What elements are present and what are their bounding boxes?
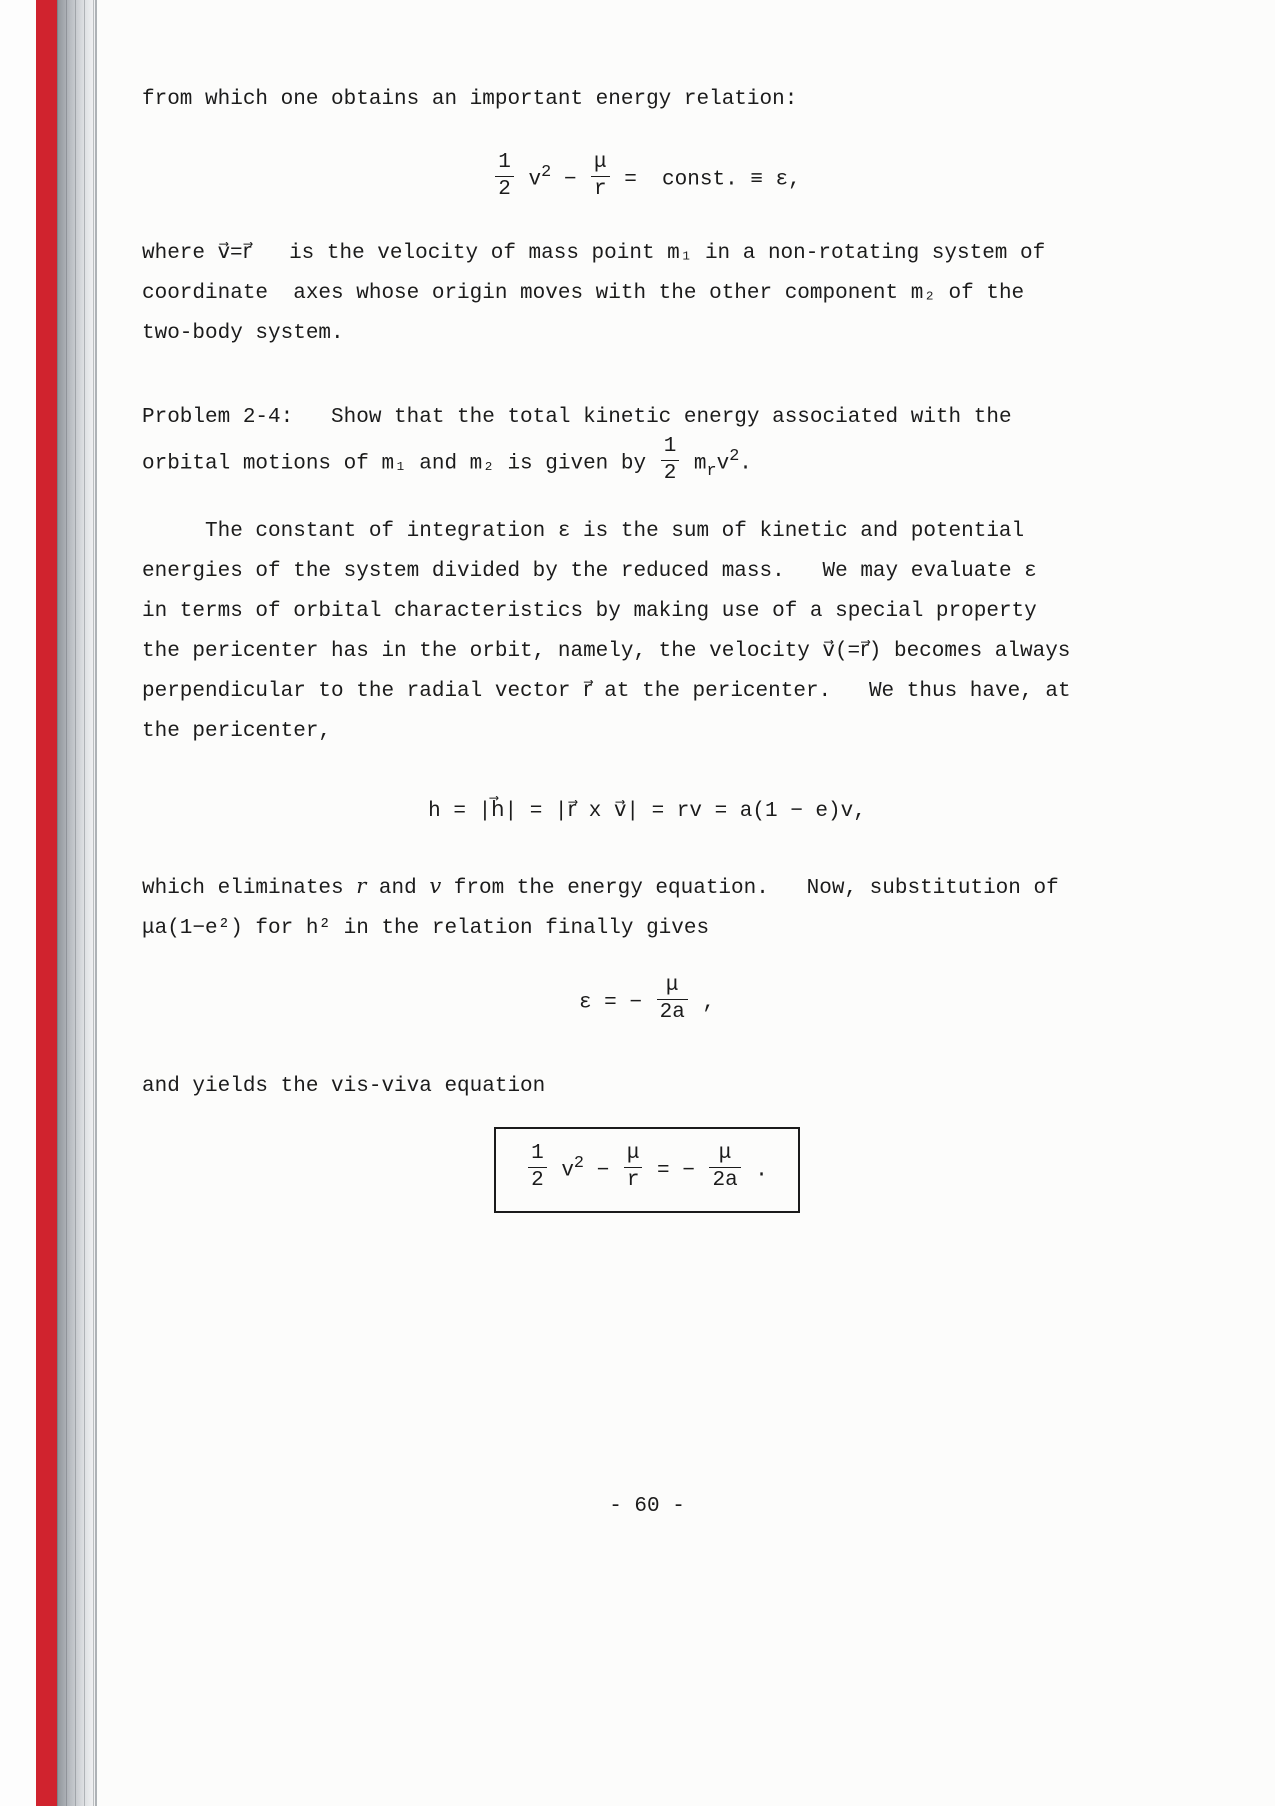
fraction-mu-over-r: $\frac{\mu}{r}$ bbox=[624, 1142, 643, 1192]
velocity-exponent: 2 bbox=[541, 163, 552, 183]
equation-tail: , bbox=[702, 991, 716, 1015]
body-text-line bbox=[142, 866, 1152, 909]
equals-minus: = − bbox=[657, 1159, 695, 1183]
problem-statement-line bbox=[142, 435, 1152, 488]
page-edge-lines bbox=[57, 0, 95, 1806]
velocity-term: v bbox=[528, 168, 542, 192]
fraction-mu-over-2a: $\frac{\mu}{2a}$ bbox=[709, 1142, 740, 1192]
fraction-one-half: $\frac{1}{2}$ bbox=[661, 435, 680, 485]
velocity-exponent: 2 bbox=[729, 447, 740, 467]
equation-tail: . bbox=[755, 1159, 768, 1183]
equation-tail: = const. ≡ ε, bbox=[624, 168, 801, 192]
body-text-segment: from the energy equation. Now, substitution of bbox=[441, 877, 1059, 901]
book-spine-red-strip bbox=[36, 0, 57, 1806]
body-text-line: perpendicular to the radial vector r⃗ at the pericenter. We thus have, at bbox=[142, 680, 1071, 704]
vis-viva-box-wrapper bbox=[142, 1127, 1152, 1213]
body-text-line: energies of the system divided by the reduced mass. We may evaluate ε bbox=[142, 560, 1037, 584]
body-text-line: the pericenter, bbox=[142, 720, 332, 744]
body-text-line: The constant of integration ε is the sum of kinetic and potential bbox=[205, 520, 1025, 544]
reduced-mass-symbol: m bbox=[681, 452, 707, 476]
velocity-term: v bbox=[561, 1159, 574, 1183]
vis-viva-equation-box bbox=[494, 1127, 800, 1213]
body-text-line: two-body system. bbox=[142, 322, 344, 346]
paragraph-constant-of-integration bbox=[142, 512, 1152, 752]
body-text-line: in terms of orbital characteristics by making use of a special property bbox=[142, 600, 1037, 624]
problem-2-4 bbox=[142, 398, 1152, 488]
velocity-exponent: 2 bbox=[573, 1154, 584, 1174]
body-text-line: where v⃗=r⃗ is the velocity of mass point m₁ in a non-rotating system of bbox=[142, 242, 1046, 266]
italic-v-variable: v bbox=[429, 874, 442, 899]
equation-energy-relation bbox=[142, 151, 1152, 204]
fraction-mu-over-2a: $\frac{\mu}{2a}$ bbox=[657, 974, 688, 1024]
vis-viva-intro-line: and yields the vis-viva equation bbox=[142, 1075, 546, 1099]
page-content bbox=[142, 0, 1152, 1518]
velocity-term: v bbox=[716, 452, 730, 476]
epsilon-lead: ε = − bbox=[578, 991, 642, 1015]
intro-line: from which one obtains an important energy relation: bbox=[142, 88, 798, 111]
equation-angular-momentum: h = |h⃗| = |r⃗ x v⃗| = rv = a(1 − e)v, bbox=[428, 800, 866, 824]
body-text-segment: and bbox=[366, 877, 430, 901]
minus-sign: − bbox=[563, 168, 577, 192]
paragraph-where bbox=[142, 234, 1152, 354]
body-text-line: coordinate axes whose origin moves with the other component m₂ of the bbox=[142, 282, 1025, 306]
equation-epsilon bbox=[142, 974, 1152, 1027]
problem-line2-text: orbital motions of m₁ and m₂ is given by bbox=[142, 452, 659, 476]
body-text-line: the pericenter has in the orbit, namely, the velocity v⃗(=r⃗) becomes always bbox=[142, 640, 1071, 664]
italic-r-variable: r bbox=[356, 874, 367, 899]
scanned-page bbox=[95, 0, 1275, 1806]
problem-statement-line: Problem 2-4: Show that the total kinetic energy associated with the bbox=[142, 406, 1012, 430]
page-stack-edge bbox=[57, 0, 95, 1806]
period: . bbox=[739, 452, 752, 476]
page-number: - 60 - bbox=[609, 1495, 685, 1519]
fraction-mu-over-r: $\frac{\mu}{r}$ bbox=[591, 151, 610, 201]
minus-sign: − bbox=[596, 1159, 610, 1183]
body-text-line: μa(1−e²) for h² in the relation finally gives bbox=[142, 917, 710, 941]
fraction-one-half: $\frac{1}{2}$ bbox=[495, 151, 514, 201]
reduced-mass-subscript: r bbox=[706, 462, 717, 482]
body-text-segment: which eliminates bbox=[142, 877, 357, 901]
paragraph-eliminates bbox=[142, 866, 1152, 949]
fraction-one-half: $\frac{1}{2}$ bbox=[528, 1142, 547, 1192]
